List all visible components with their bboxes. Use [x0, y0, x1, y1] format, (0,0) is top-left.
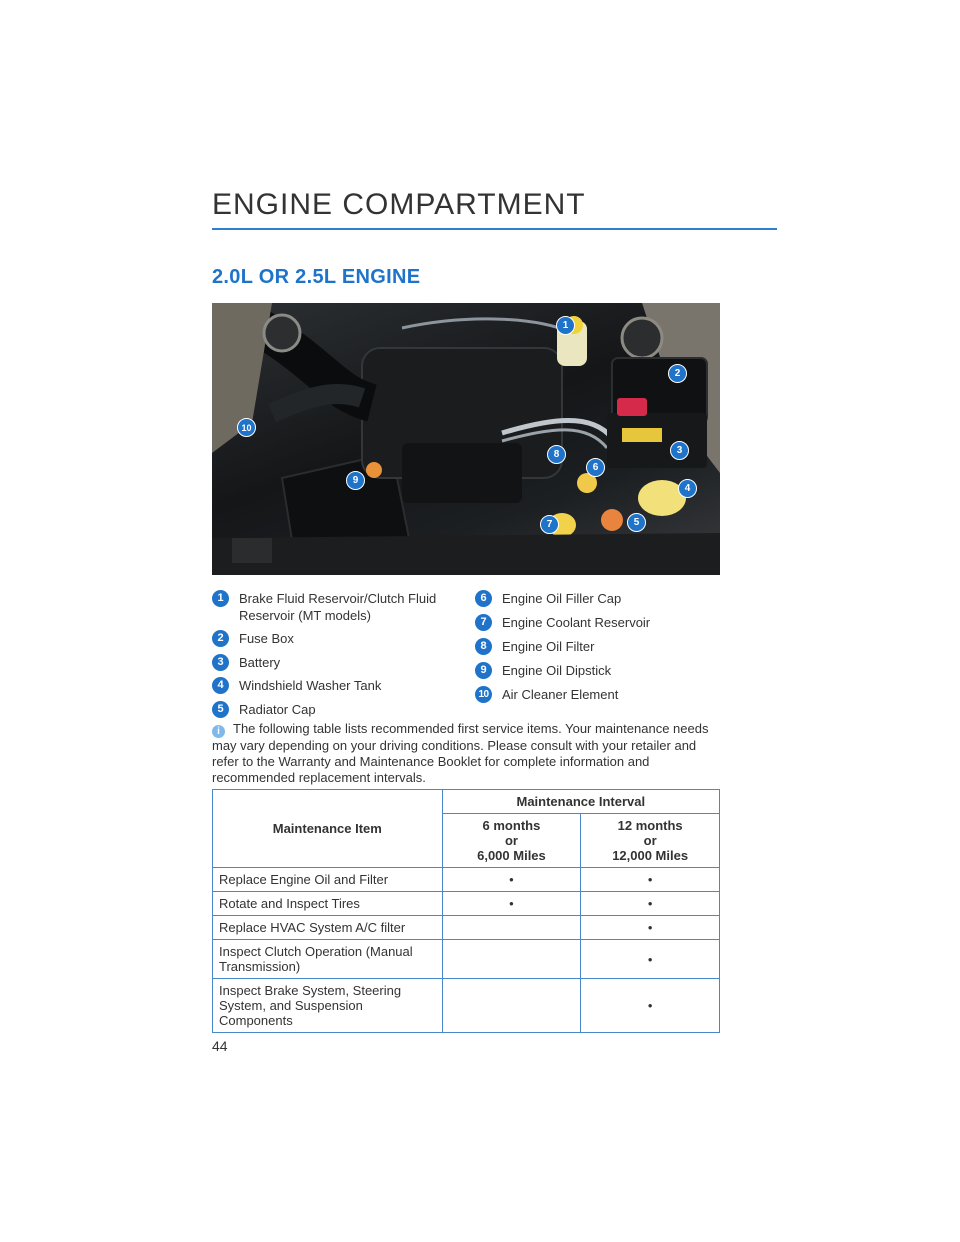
callout-5: 5 [627, 513, 646, 532]
row-item-line: System, and Suspension Components [219, 998, 363, 1028]
maintenance-table [212, 789, 720, 1033]
row-mark-12mo: • [581, 892, 720, 916]
callout-6: 6 [586, 458, 605, 477]
table-row [213, 892, 720, 916]
header-line: or [643, 833, 657, 848]
legend-item-3 [212, 654, 280, 671]
callout-8: 8 [547, 445, 566, 464]
legend-item-5 [212, 701, 316, 718]
header-line: 12 months [617, 818, 683, 833]
row-item-line: Transmission) [219, 959, 301, 974]
engine-illustration [212, 303, 720, 575]
legend-number: 7 [475, 614, 492, 631]
engine-subheading: 2.0L OR 2.5L ENGINE [212, 266, 421, 288]
row-item: Replace HVAC System A/C filter [213, 916, 443, 940]
row-item: Replace Engine Oil and Filter [213, 868, 443, 892]
legend-item-10 [475, 686, 618, 703]
legend-label: Air Cleaner Element [502, 687, 619, 702]
table-row [213, 868, 720, 892]
row-mark-12mo: • [581, 916, 720, 940]
legend-number: 4 [212, 677, 229, 694]
header-line: 12,000 Miles [612, 848, 689, 863]
legend-label: Radiator Cap [239, 702, 316, 717]
header-line: 6 months [482, 818, 541, 833]
row-mark-6mo: • [442, 868, 581, 892]
interval-6-months-header [442, 814, 581, 868]
callout-4: 4 [678, 479, 697, 498]
row-item-line: Inspect Clutch Operation (Manual [219, 944, 413, 959]
legend-item-8 [475, 638, 594, 655]
legend-item-1 [212, 590, 436, 624]
legend-item-2 [212, 630, 294, 647]
legend-number: 1 [212, 590, 229, 607]
legend-number: 8 [475, 638, 492, 655]
legend-label: Engine Oil Dipstick [502, 663, 612, 678]
legend-label: Windshield Washer Tank [239, 678, 382, 693]
legend-label: Fuse Box [239, 631, 294, 646]
engine-photo [212, 303, 720, 575]
header-line: 6,000 Miles [477, 848, 546, 863]
legend-item-9 [475, 662, 611, 679]
row-mark-6mo [442, 979, 581, 1033]
legend-item-6 [475, 590, 621, 607]
callout-9: 9 [346, 471, 365, 490]
legend-label-line: Reservoir (MT models) [239, 608, 371, 623]
table-header-row [213, 790, 720, 814]
page-number: 44 [212, 1038, 228, 1054]
legend-number: 9 [475, 662, 492, 679]
table-row [213, 940, 720, 979]
maintenance-note [212, 721, 712, 786]
legend-label: Engine Oil Filler Cap [502, 591, 622, 606]
section-title: ENGINE COMPARTMENT [212, 188, 777, 230]
row-mark-6mo: • [442, 892, 581, 916]
callout-10: 10 [237, 418, 256, 437]
callout-2: 2 [668, 364, 687, 383]
row-item-line: Inspect Brake System, Steering [219, 983, 402, 998]
callout-1: 1 [556, 316, 575, 335]
info-icon: i [212, 725, 225, 738]
header-line: or [504, 833, 518, 848]
legend-number: 5 [212, 701, 229, 718]
table-row [213, 916, 720, 940]
legend-number: 6 [475, 590, 492, 607]
legend-label: Engine Oil Filter [502, 639, 595, 654]
legend-item-4 [212, 677, 381, 694]
callout-3: 3 [670, 441, 689, 460]
row-mark-12mo: • [581, 979, 720, 1033]
legend-label: Battery [239, 655, 281, 670]
row-mark-6mo [442, 916, 581, 940]
row-item [213, 940, 443, 979]
row-mark-6mo [442, 940, 581, 979]
maintenance-item-header: Maintenance Item [213, 790, 443, 868]
legend-label: Engine Coolant Reservoir [502, 615, 651, 630]
note-text: The following table lists recommended first service items. Your maintenance needs may vary depending on your driving conditions. Please consult with your retailer and refer to the Warranty and Maintenance Booklet for complete information and recommended replacement intervals. [212, 721, 709, 785]
interval-12-months-header [581, 814, 720, 868]
row-item: Rotate and Inspect Tires [213, 892, 443, 916]
callout-7: 7 [540, 515, 559, 534]
legend-number: 2 [212, 630, 229, 647]
maintenance-interval-header: Maintenance Interval [442, 790, 719, 814]
row-item [213, 979, 443, 1033]
table-row [213, 979, 720, 1033]
legend-label-line: Brake Fluid Reservoir/Clutch Fluid [239, 591, 437, 606]
legend-number: 10 [475, 686, 492, 703]
legend-item-7 [475, 614, 650, 631]
legend-number: 3 [212, 654, 229, 671]
legend-label [239, 590, 436, 624]
row-mark-12mo: • [581, 868, 720, 892]
row-mark-12mo: • [581, 940, 720, 979]
